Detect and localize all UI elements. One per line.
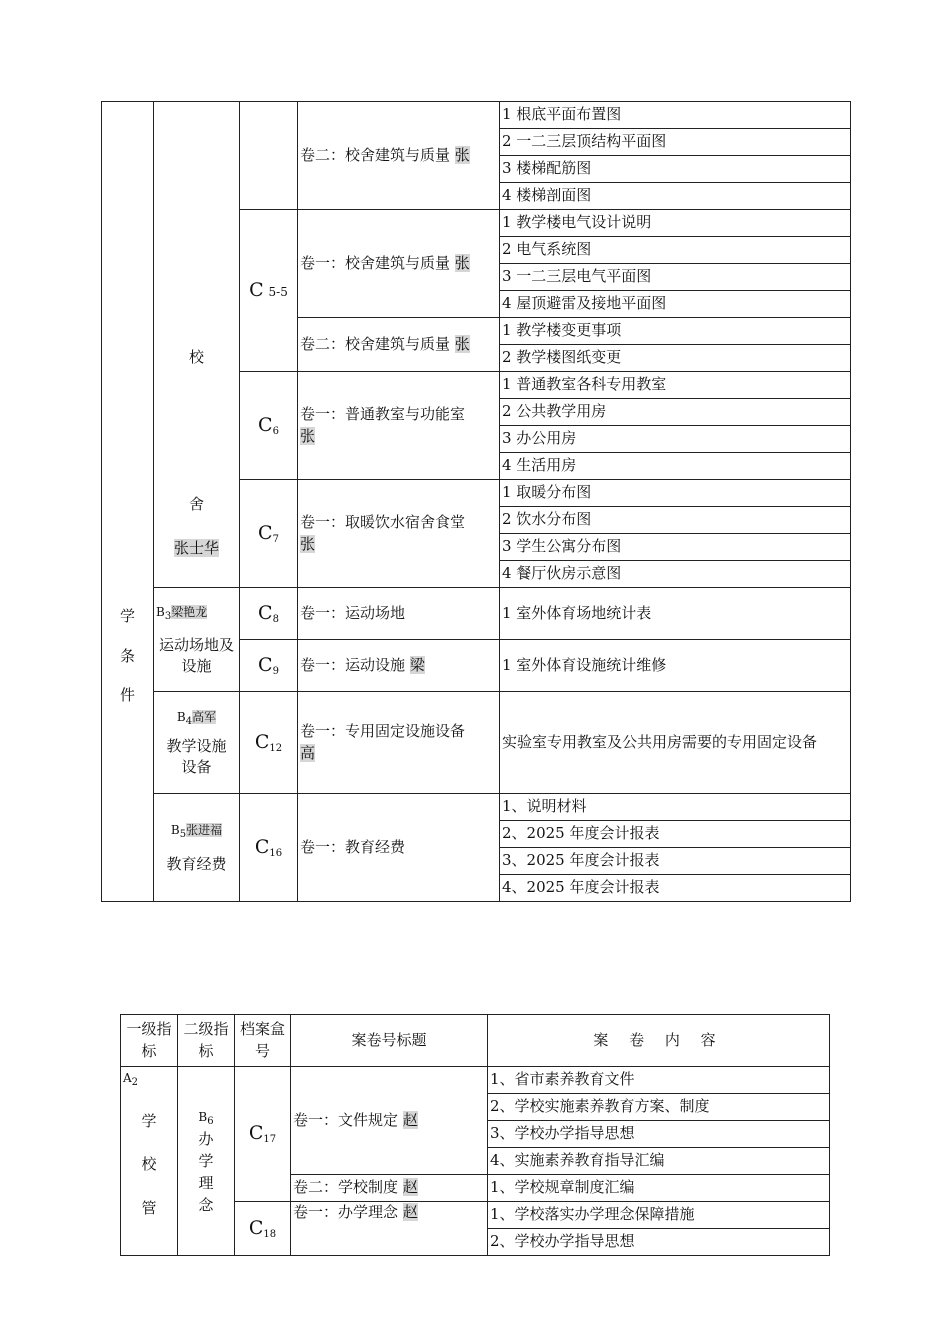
level1-char: 校 bbox=[141, 1155, 157, 1174]
box-number: $C_{12}$ bbox=[240, 692, 298, 794]
content-item: 1 教学楼电气设计说明 bbox=[500, 210, 851, 237]
level1-char: 学 bbox=[119, 606, 135, 625]
level2-char: 学 bbox=[198, 1152, 214, 1170]
content-item: 1 室外体育设施统计维修 bbox=[500, 640, 851, 692]
header-level1: 一级指标 bbox=[121, 1015, 178, 1067]
level2-funding: $B_5$张进福 教育经费 bbox=[154, 794, 240, 902]
box-number: $C_{17}$ bbox=[235, 1067, 291, 1202]
header-volume-content: 案 卷 内 容 bbox=[488, 1015, 830, 1067]
content-item: 3、2025 年度会计报表 bbox=[500, 848, 851, 875]
volume-title: 卷一：取暖饮水宿舍食堂 张 bbox=[298, 480, 500, 588]
level1-char: 学 bbox=[141, 1111, 157, 1130]
volume-title: 卷一：教育经费 bbox=[298, 794, 500, 902]
content-item: 4、2025 年度会计报表 bbox=[500, 875, 851, 902]
content-item: 1、学校规章制度汇编 bbox=[488, 1175, 830, 1202]
level1-char: 件 bbox=[119, 686, 135, 705]
content-item: 1、省市素养教育文件 bbox=[488, 1067, 830, 1094]
content-item: 1、学校落实办学理念保障措施 bbox=[488, 1202, 830, 1229]
box-number: $C_8$ bbox=[240, 588, 298, 640]
level2-char: 理 bbox=[198, 1173, 214, 1192]
content-item: 3 一二三层电气平面图 bbox=[500, 264, 851, 291]
person-mark: 赵 bbox=[402, 1110, 418, 1129]
content-item: 1、说明材料 bbox=[500, 794, 851, 821]
level2-facilities: $B_4$高军 教学设施设备 bbox=[154, 692, 240, 794]
content-item: 2 公共教学用房 bbox=[500, 399, 851, 426]
box-number: $C_7$ bbox=[240, 480, 298, 588]
person-mark: 张 bbox=[300, 534, 316, 553]
level2-school-buildings bbox=[154, 102, 240, 588]
content-item: 2、学校办学指导思想 bbox=[488, 1229, 830, 1256]
content-item: 2、学校实施素养教育方案、制度 bbox=[488, 1094, 830, 1121]
content-item: 2 教学楼图纸变更 bbox=[500, 345, 851, 372]
volume-title: 卷一：专用固定设施设备 高 bbox=[298, 692, 500, 794]
box-number: $C_6$ bbox=[240, 372, 298, 480]
person-mark: 张 bbox=[300, 426, 316, 445]
archive-table-2 bbox=[120, 1014, 830, 1256]
content-item: 1 室外体育场地统计表 bbox=[500, 588, 851, 640]
person-mark: 张 bbox=[454, 145, 470, 164]
level2-char: 念 bbox=[198, 1195, 214, 1214]
level1-a2: $A_2$ 学 校 管 bbox=[121, 1067, 178, 1256]
content-item: 2 一二三层顶结构平面图 bbox=[500, 129, 851, 156]
box-number-empty bbox=[240, 102, 298, 210]
content-item: 4、实施素养教育指导汇编 bbox=[488, 1148, 830, 1175]
level1-char: 管 bbox=[141, 1199, 157, 1217]
level2-char: 舍 bbox=[188, 494, 204, 513]
box-number: $C_9$ bbox=[240, 640, 298, 692]
person-mark: 张 bbox=[454, 253, 470, 272]
level2-char: 办 bbox=[198, 1130, 214, 1149]
level1-char: 条 bbox=[119, 646, 135, 665]
content-item: 3、学校办学指导思想 bbox=[488, 1121, 830, 1148]
level1-cell bbox=[102, 102, 154, 902]
level2-name: 教育经费 bbox=[166, 855, 227, 874]
volume-title: 卷二：校舍建筑与质量 张 bbox=[298, 102, 500, 210]
header-box-number: 档案盒号 bbox=[235, 1015, 291, 1067]
person-name: 高军 bbox=[192, 710, 217, 724]
content-item: 3 楼梯配筋图 bbox=[500, 156, 851, 183]
person-mark: 赵 bbox=[402, 1203, 418, 1221]
level2-name: 教学设施设备 bbox=[166, 736, 227, 777]
box-number: $C_{18}$ bbox=[235, 1202, 291, 1256]
person-name: 梁艳龙 bbox=[171, 605, 208, 619]
person-mark: 梁 bbox=[409, 655, 425, 674]
content-item: 实验室专用教室及公共用房需要的专用固定设备 bbox=[500, 692, 851, 794]
archive-table-1 bbox=[101, 101, 851, 902]
volume-title: 卷一：文件规定 赵 bbox=[291, 1067, 488, 1175]
header-volume-title: 案卷号标题 bbox=[291, 1015, 488, 1067]
content-item: 3 办公用房 bbox=[500, 426, 851, 453]
content-item: 4 生活用房 bbox=[500, 453, 851, 480]
volume-title: 卷一：办学理念 赵 bbox=[291, 1202, 488, 1256]
level2-char: 校 bbox=[188, 348, 204, 366]
volume-title: 卷一：运动场地 bbox=[298, 588, 500, 640]
volume-title: 卷二：校舍建筑与质量 张 bbox=[298, 318, 500, 372]
content-item: 1 根底平面布置图 bbox=[500, 102, 851, 129]
volume-title: 卷一：运动设施 梁 bbox=[298, 640, 500, 692]
person-mark: 张 bbox=[454, 334, 470, 353]
content-item: 4 楼梯剖面图 bbox=[500, 183, 851, 210]
level2-name: 运动场地及设施 bbox=[158, 635, 234, 676]
content-item: 4 屋顶避雷及接地平面图 bbox=[500, 291, 851, 318]
box-number: $C_{16}$ bbox=[240, 794, 298, 902]
content-item: 1 普通教室各科专用教室 bbox=[500, 372, 851, 399]
header-level2: 二级指标 bbox=[178, 1015, 235, 1067]
person-name: 张进福 bbox=[186, 822, 223, 837]
volume-title: 卷一：校舍建筑与质量 张 bbox=[298, 210, 500, 318]
level2-sports: $B_3$梁艳龙 运动场地及设施 bbox=[154, 588, 240, 692]
volume-title: 卷二：学校制度 赵 bbox=[291, 1175, 488, 1202]
person-mark: 赵 bbox=[402, 1178, 418, 1197]
content-item: 1 教学楼变更事项 bbox=[500, 318, 851, 345]
person-name: 张士华 bbox=[173, 538, 219, 557]
level2-b6: $B_6$ 办 学 理 念 bbox=[178, 1067, 235, 1256]
content-item: 2 饮水分布图 bbox=[500, 507, 851, 534]
content-item: 2、2025 年度会计报表 bbox=[500, 821, 851, 848]
content-item: 1 取暖分布图 bbox=[500, 480, 851, 507]
box-number: C 5-5 bbox=[240, 210, 298, 372]
content-item: 3 学生公寓分布图 bbox=[500, 534, 851, 561]
content-item: 4 餐厅伙房示意图 bbox=[500, 561, 851, 588]
person-mark: 高 bbox=[300, 743, 316, 762]
volume-title: 卷一：普通教室与功能室 张 bbox=[298, 372, 500, 480]
content-item: 2 电气系统图 bbox=[500, 237, 851, 264]
